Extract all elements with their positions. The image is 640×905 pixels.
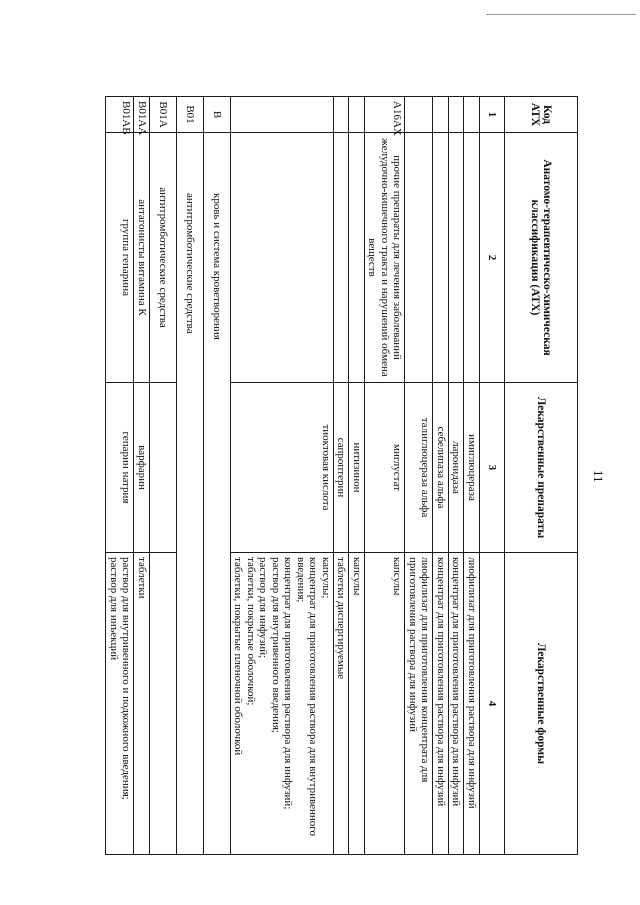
section-label: кровь и система кроветворения	[204, 133, 231, 855]
drug-forms-list	[106, 553, 134, 855]
table-row	[231, 97, 334, 855]
atx-class: прочие препараты для лечения заболеваний желудочно-кишечного тракта и нарушений обмена веществ	[365, 133, 406, 383]
atx-class: группа гепарина	[106, 133, 134, 383]
drug-form: концентрат для приготовления раствора для инфузий	[449, 553, 465, 855]
table-row	[464, 97, 480, 855]
drug-name: себелипаза альфа	[433, 383, 449, 553]
page-number: 11	[591, 470, 606, 483]
drug-forms-list	[231, 553, 334, 855]
table-header-row	[505, 97, 578, 855]
header-code: Код АТХ	[505, 97, 578, 133]
col-number-4: 4	[480, 553, 505, 855]
table-row	[365, 97, 406, 855]
header-forms: Лекарственные формы	[505, 553, 578, 855]
col-number-3: 3	[480, 383, 505, 553]
section-row-b01	[177, 97, 204, 855]
table-row	[405, 97, 433, 855]
atx-code: B01AB	[106, 97, 134, 133]
drug-form: таблетки диспергируемые	[334, 553, 350, 855]
drug-form: капсулы;	[320, 557, 332, 599]
drug-form: капсулы	[349, 553, 365, 855]
table-row	[449, 97, 465, 855]
atx-table	[106, 96, 579, 855]
drug-name: нитизинон	[349, 383, 365, 553]
drug-name: имиглюцераза	[464, 383, 480, 553]
atx-code: B01	[177, 97, 204, 133]
section-row-b	[204, 97, 231, 855]
table-row	[106, 97, 134, 855]
atx-class: антагонисты витамина К	[134, 133, 150, 383]
drug-form: капсулы	[365, 553, 406, 855]
drug-form: раствор для инфузий;	[257, 557, 270, 659]
table-row	[134, 97, 150, 855]
column-number-row	[480, 97, 505, 855]
atx-class: антитромботические средства	[150, 133, 177, 383]
drug-form: концентрат для приготовления раствора для внутривенного введения;	[295, 557, 320, 837]
table-row	[349, 97, 365, 855]
atx-code: B	[204, 97, 231, 133]
table-row	[334, 97, 350, 855]
atx-code: B01A	[150, 97, 177, 133]
drug-name: миглустат	[365, 383, 406, 553]
drug-form: лиофилизат для приготовления концентрата для приготовления раствора для инфузий	[405, 553, 433, 855]
drug-form: таблетки, покрытые пленочной оболочкой	[232, 557, 245, 756]
table-row	[433, 97, 449, 855]
drug-name: варфарин	[134, 383, 150, 553]
header-drugs: Лекарственные препараты	[505, 383, 578, 553]
drug-form: раствор для внутривенного введения;	[270, 557, 282, 733]
drug-form: концентрат для приготовления раствора для инфузий	[433, 553, 449, 855]
drug-name: гепарин натрия	[106, 383, 134, 553]
drug-form: раствор для инъекций	[108, 557, 120, 661]
drug-form: концентрат для приготовления раствора для инфузий;	[282, 557, 295, 810]
table-row	[150, 97, 177, 855]
drug-form: лиофилизат для приготовления раствора для инфузий	[464, 553, 480, 855]
header-classification: Анатомо-терапевтическо-химическая классификация (АТХ)	[505, 133, 578, 383]
atx-code: A16AX	[365, 97, 406, 133]
drug-form: таблетки	[134, 553, 150, 855]
atx-code: B01AA	[134, 97, 150, 133]
drug-name: сапроптерин	[334, 383, 350, 553]
drug-name: тиоктовая кислота	[231, 383, 334, 553]
drug-form: таблетки, покрытые оболочкой;	[245, 557, 257, 706]
drug-form: раствор для внутривенного и подкожного введения;	[120, 557, 133, 800]
col-number-2: 2	[480, 133, 505, 383]
section-label: антитромботические средства	[177, 133, 204, 855]
drug-name: ларонидаза	[449, 383, 465, 553]
col-number-1: 1	[480, 97, 505, 133]
drug-name: талиглюцераза альфа	[405, 383, 433, 553]
